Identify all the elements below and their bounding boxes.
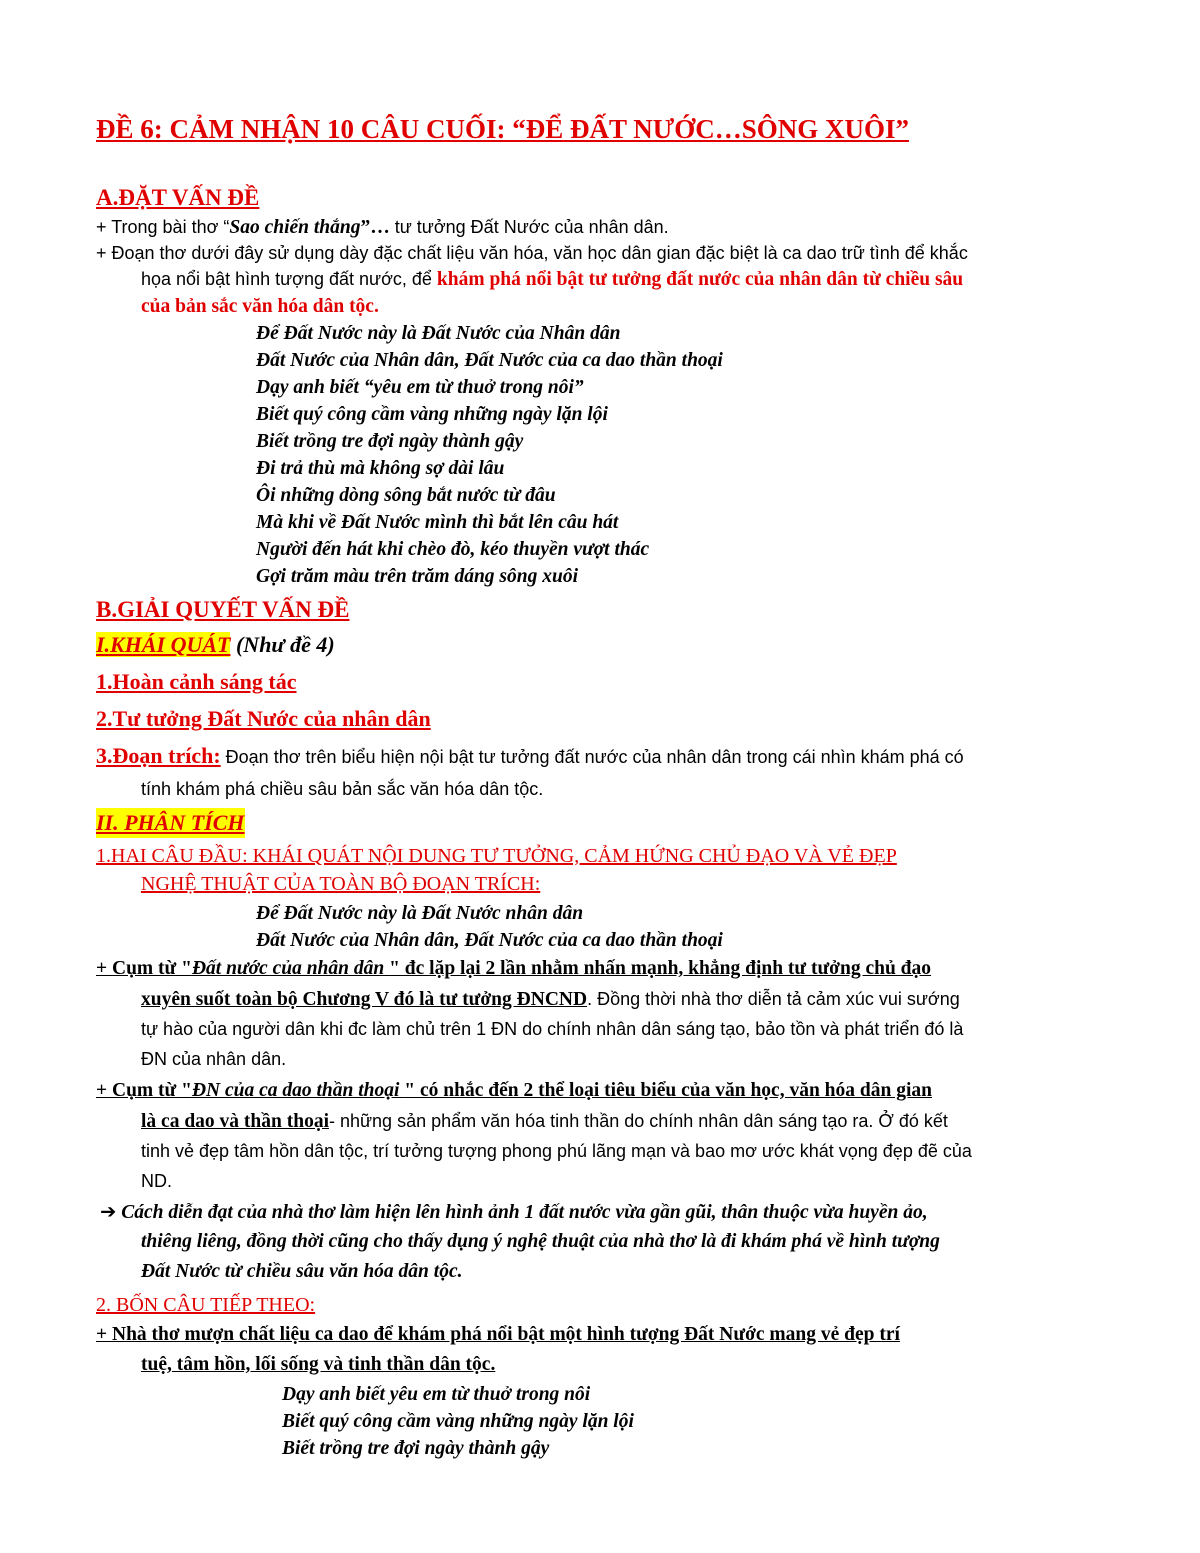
poem-line: Biết quý công cầm vàng những ngày lặn lội	[256, 404, 608, 425]
section-a-line-2: + Đoạn thơ dưới đây sử dụng dày đặc chất liệu văn hóa, văn học dân gian đặc biệt là ca dao trữ tình để khắc	[96, 243, 968, 263]
emphasis-text: là ca dao và thần thoại	[141, 1111, 329, 1132]
analysis-point-1-line-3: tự hào của người dân khi đc làm chủ trên 1 ĐN do chính nhân dân sáng tạo, bảo tồn và phát triển đó là	[141, 1019, 964, 1039]
text-span: + Trong bài thơ “	[96, 217, 230, 237]
conclusion-line-3: Đất Nước từ chiều sâu văn hóa dân tộc.	[141, 1261, 463, 1282]
text-span: họa nổi bật hình tượng đất nước, để	[141, 269, 437, 289]
section-a-line-4: của bản sắc văn hóa dân tộc.	[141, 296, 379, 317]
section-a-heading: A.ĐẶT VẤN ĐỀ	[96, 185, 260, 210]
section-a-line-3	[141, 266, 963, 293]
poem-line: Dạy anh biết “yêu em từ thuở trong nôi”	[256, 377, 584, 398]
text-span: Cách diễn đạt của nhà thơ làm hiện lên hình ảnh 1 đất nước vừa gần gũi, thân thuộc vừa huyền ảo,	[116, 1202, 928, 1223]
text-span: - những sản phẩm văn hóa tinh thần do chính nhân dân sáng tạo ra. Ở đó kết	[328, 1111, 948, 1131]
text-span: + Cụm từ "	[96, 1080, 192, 1101]
text-span: Đoạn thơ trên biểu hiện nội bật tư tưởng đất nước của nhân dân trong cái nhìn khám phá có	[220, 747, 964, 767]
subheading-ideology: 2.Tư tưởng Đất Nước của nhân dân	[96, 706, 431, 731]
conclusion-line-2: thiêng liêng, đồng thời cũng cho thấy dụng ý nghệ thuật của nhà thơ là đi khám phá về hình tượng	[141, 1231, 940, 1252]
text-span: . Đồng thời nhà thơ diễn tả cảm xúc vui sướng	[587, 989, 960, 1009]
quoted-phrase: ĐN của ca dao thần thoại	[191, 1080, 405, 1101]
poem-line: Gợi trăm màu trên trăm dáng sông xuôi	[256, 566, 578, 587]
analysis-point-2-line-1	[96, 1078, 932, 1104]
text-span: " đc lặp lại 2 lần nhằm nhấn mạnh, khẳng định tư tưởng chủ đạo	[389, 958, 932, 979]
poem-line: Biết quý công cầm vàng những ngày lặn lội	[282, 1411, 634, 1432]
poem-line: Mà khi về Đất Nước mình thì bắt lên câu hát	[256, 512, 619, 533]
poem-line: Biết trồng tre đợi ngày thành gậy	[256, 431, 524, 452]
text-span: tư tưởng Đất Nước của nhân dân.	[389, 217, 669, 237]
quoted-phrase: Đất nước của nhân dân	[191, 958, 390, 979]
text-span: ”…	[360, 217, 390, 238]
conclusion-line-1	[100, 1199, 928, 1226]
poem-line: Để Đất Nước này là Đất Nước của Nhân dân	[256, 323, 621, 344]
highlight-text: khám phá nổi bật tư tưởng đất nước của nhân dân từ chiều sâu	[436, 269, 964, 290]
subheading-context: 1.Hoàn cảnh sáng tác	[96, 669, 297, 694]
emphasis-text: xuyên suốt toàn bộ Chương V đó là tư tưởng ĐNCND	[141, 989, 588, 1010]
analysis-point-1-line-2	[141, 986, 960, 1013]
poem-title: Sao chiến thắng	[229, 217, 361, 238]
poem-line: Dạy anh biết yêu em từ thuở trong nôi	[282, 1384, 591, 1405]
excerpt-row-1	[96, 742, 964, 772]
poem-line: Đất Nước của Nhân dân, Đất Nước của ca dao thần thoại	[256, 350, 723, 371]
excerpt-label: 3.Đoạn trích:	[96, 743, 221, 768]
section-b-heading: B.GIẢI QUYẾT VẤN ĐỀ	[96, 597, 350, 622]
analysis-2-heading: 2. BỐN CÂU TIẾP THEO:	[96, 1294, 316, 1316]
poem-line: Biết trồng tre đợi ngày thành gậy	[282, 1438, 550, 1459]
text-span: " có nhắc đến 2 thể loại tiêu biểu của văn học, văn hóa dân gian	[404, 1080, 932, 1101]
analysis-2-line-1: + Nhà thơ mượn chất liệu ca dao để khám phá nổi bật một hình tượng Đất Nước mang vẻ đẹp trí	[96, 1324, 900, 1345]
part-1-heading-row	[96, 630, 335, 662]
analysis-point-2-line-3: tinh vẻ đẹp tâm hồn dân tộc, trí tưởng tượng phong phú lãng mạn và bao mơ ước khát vọng đẹp đẽ của	[141, 1141, 972, 1161]
arrow-right-icon: ➔	[100, 1200, 117, 1223]
analysis-point-2-line-4: ND.	[141, 1171, 172, 1191]
part-1-note: (Như đề 4)	[230, 632, 335, 657]
analysis-1-heading-line-1: 1.HAI CÂU ĐẦU: KHÁI QUÁT NỘI DUNG TƯ TƯỞNG, CẢM HỨNG CHỦ ĐẠO VÀ VẺ ĐẸP	[96, 845, 897, 867]
poem-line: Đất Nước của Nhân dân, Đất Nước của ca dao thần thoại	[256, 930, 723, 951]
poem-line: Đi trả thù mà không sợ dài lâu	[256, 458, 505, 479]
section-a-line-1	[96, 214, 669, 241]
text-span: + Cụm từ "	[96, 958, 192, 979]
analysis-point-1-line-1	[96, 956, 931, 982]
analysis-point-1-line-4: ĐN của nhân dân.	[141, 1049, 287, 1069]
excerpt-row-2: tính khám phá chiều sâu bản sắc văn hóa dân tộc.	[141, 779, 544, 799]
document-title: ĐỀ 6: CẢM NHẬN 10 CÂU CUỐI: “ĐỂ ĐẤT NƯỚC…SÔNG XUÔI”	[96, 114, 910, 144]
poem-line: Để Đất Nước này là Đất Nước nhân dân	[256, 903, 584, 924]
poem-line: Ôi những dòng sông bắt nước từ đâu	[256, 485, 556, 506]
part-2-heading: II. PHÂN TÍCH	[96, 808, 245, 838]
analysis-point-2-line-2	[141, 1108, 948, 1135]
poem-line: Người đến hát khi chèo đò, kéo thuyền vượt thác	[256, 539, 650, 560]
analysis-1-heading-line-2: NGHỆ THUẬT CỦA TOÀN BỘ ĐOẠN TRÍCH:	[141, 873, 541, 895]
analysis-2-line-2: tuệ, tâm hồn, lối sống và tinh thần dân tộc.	[141, 1354, 496, 1375]
part-1-heading: I.KHÁI QUÁT	[96, 632, 231, 657]
